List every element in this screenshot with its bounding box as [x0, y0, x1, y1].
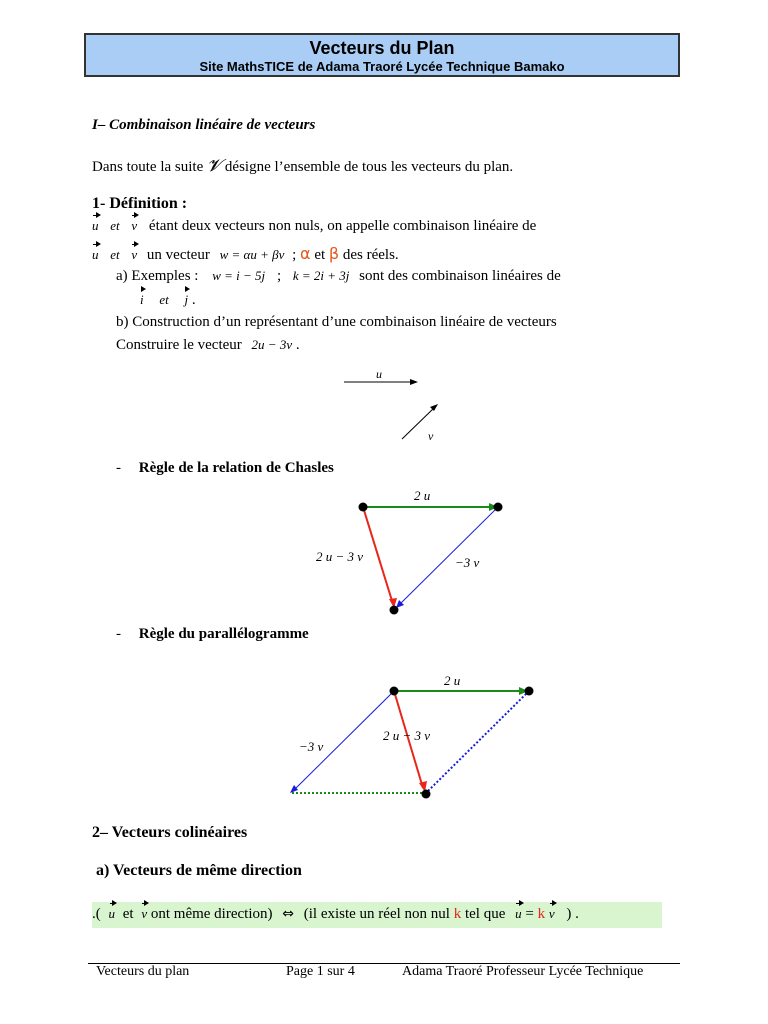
- et-word: et: [110, 247, 120, 262]
- section-2-title: 2– Vecteurs colinéaires: [92, 824, 248, 841]
- k-symbol: k: [453, 906, 462, 922]
- vector-v: v: [131, 247, 138, 262]
- intro-line: [92, 156, 513, 176]
- point: [525, 687, 534, 696]
- chasles-heading: [116, 460, 334, 477]
- bullet-dash: -: [116, 460, 121, 476]
- et-word: et: [122, 906, 134, 922]
- vector-v: v: [141, 906, 148, 921]
- label-minus-3v: −3 v: [299, 739, 324, 754]
- point: [422, 790, 431, 799]
- vector-v: v: [548, 906, 555, 921]
- separator: ;: [276, 268, 282, 284]
- definition-title: 1- Définition :: [92, 195, 188, 212]
- colinear-statement: [92, 906, 579, 923]
- reels-text: des réels.: [342, 247, 399, 263]
- arrow-head: [430, 404, 438, 411]
- label-minus-3v: −3 v: [455, 555, 480, 570]
- point: [494, 503, 503, 512]
- colinear-text-3: tel que: [464, 906, 506, 922]
- chasles-figure: [300, 480, 520, 620]
- arrow-head: [410, 379, 418, 385]
- et-word: et: [110, 218, 120, 233]
- definition-text-2: un vecteur: [146, 247, 210, 263]
- point: [390, 687, 399, 696]
- intro-before: Dans toute la suite: [92, 159, 204, 175]
- equivalence-icon: ⇔: [282, 906, 294, 922]
- section-2a-title: a) Vecteurs de même direction: [96, 862, 302, 879]
- point: [390, 606, 399, 615]
- bullet-dash: -: [116, 626, 121, 642]
- example-2: k = 2i + 3j: [292, 268, 350, 283]
- footer-page: Page 1 sur 4: [286, 964, 355, 979]
- examples-line: [116, 268, 561, 285]
- examples-label: a) Exemples :: [116, 268, 199, 284]
- vector-i: i: [140, 292, 144, 307]
- equals: =: [525, 906, 534, 922]
- label-result: 2 u − 3 v: [316, 549, 364, 564]
- alpha-symbol: α: [300, 244, 311, 263]
- et-word-2: et: [314, 247, 326, 263]
- k-symbol: k: [537, 906, 546, 922]
- page-subtitle: Site MathsTICE de Adama Traoré Lycée Technique Bamako: [199, 59, 565, 74]
- definition-text-1: étant deux vecteurs non nuls, on appelle combinaison linéaire de: [148, 218, 537, 234]
- label-v: v: [428, 429, 434, 443]
- open-paren: .(: [92, 906, 101, 922]
- definition-line-1: [92, 218, 536, 235]
- section-1-title: I– Combinaison linéaire de vecteurs: [92, 117, 316, 133]
- vector-u: u: [108, 906, 115, 921]
- et-word: et: [159, 292, 169, 307]
- definition-line-2: [92, 244, 399, 264]
- formula-w: w = αu + βv: [219, 247, 285, 262]
- colinear-text-1: ont même direction): [150, 906, 273, 922]
- intro-symbol: 𝓥: [206, 156, 222, 175]
- vectors-u-v-figure: [330, 360, 460, 450]
- dot: .: [191, 292, 196, 308]
- examples-suffix: sont des combinaison linéaires de: [359, 268, 561, 284]
- close-paren: ) .: [566, 906, 579, 922]
- label-2u: 2 u: [414, 488, 431, 503]
- parallelogram-figure: [280, 665, 550, 805]
- point: [359, 503, 368, 512]
- dot: .: [295, 337, 300, 353]
- footer-left: Vecteurs du plan: [96, 964, 190, 979]
- construction-line-2: [116, 337, 300, 354]
- vector-u: u: [515, 906, 522, 921]
- parallelogram-title: Règle du parallélogramme: [138, 626, 309, 642]
- beta-symbol: β: [328, 244, 340, 263]
- label-result: 2 u − 3 v: [383, 728, 431, 743]
- construction-expr: 2u − 3v: [251, 337, 293, 352]
- label-2u: 2 u: [444, 673, 461, 688]
- construction-text: Construire le vecteur: [116, 337, 242, 353]
- arrow-head: [290, 785, 298, 793]
- semicolon: ;: [292, 247, 297, 263]
- colinear-text-2: (il existe un réel non nul: [303, 906, 450, 922]
- vector-u: u: [92, 218, 99, 233]
- example-1: w = i − 5j: [212, 268, 266, 283]
- examples-line-2: [140, 292, 196, 309]
- page-header: [84, 33, 680, 77]
- page-title: Vecteurs du Plan: [309, 38, 455, 58]
- parallelogram-heading: [116, 626, 309, 643]
- dotted-side-blue: [426, 691, 529, 793]
- footer-right: Adama Traoré Professeur Lycée Technique: [402, 964, 644, 979]
- label-u: u: [376, 367, 382, 381]
- vector-minus-3v-arrow: [399, 507, 498, 605]
- chasles-title: Règle de la relation de Chasles: [138, 460, 334, 476]
- vector-result-arrow: [363, 507, 393, 604]
- construction-label: b) Construction d’un représentant d’une combinaison linéaire de vecteurs: [116, 314, 557, 330]
- vector-j: j: [184, 292, 189, 307]
- vector-u: u: [92, 247, 99, 262]
- vector-v: v: [131, 218, 138, 233]
- intro-after: désigne l’ensemble de tous les vecteurs du plan.: [224, 159, 514, 175]
